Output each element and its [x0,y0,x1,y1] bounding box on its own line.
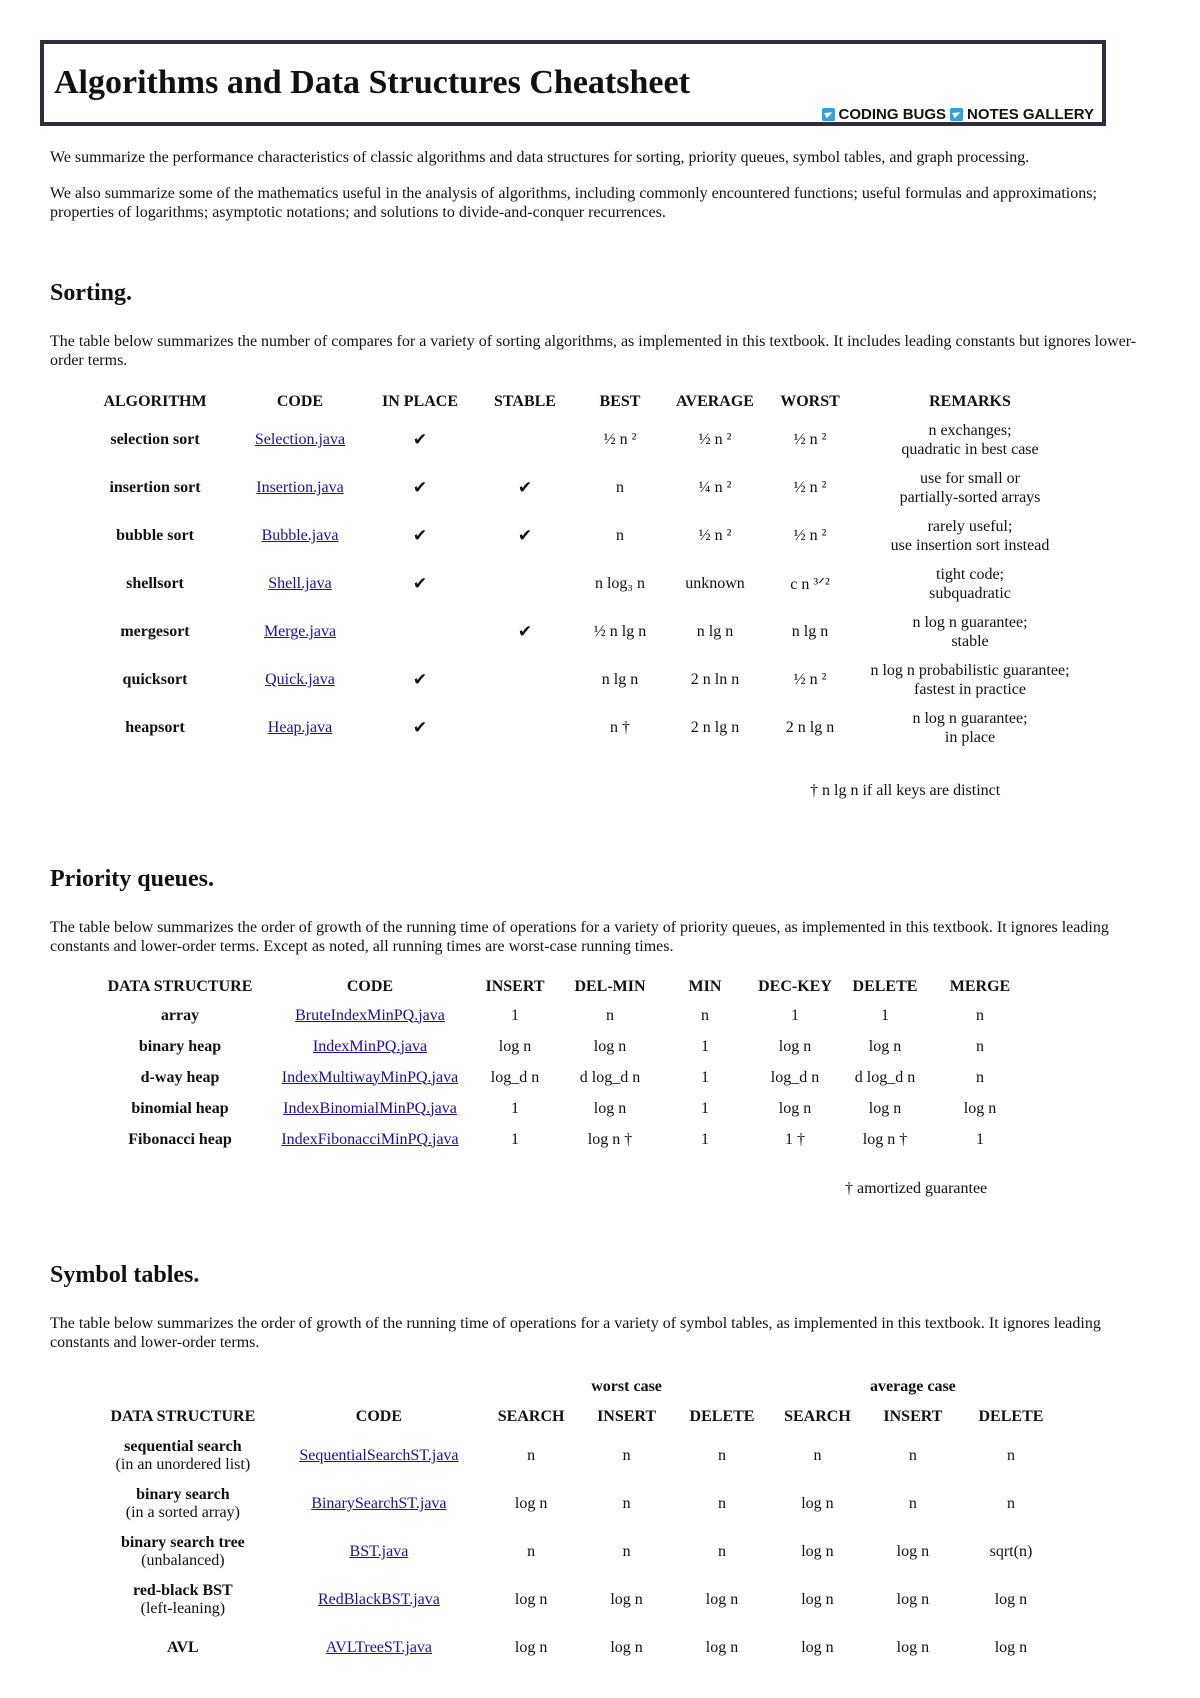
value-cell: log n [593,1037,627,1055]
remark-line: use insertion sort instead [890,537,1050,554]
value-cell: log n [514,1591,548,1608]
col-header: MIN [688,978,722,995]
table-row [70,704,1080,752]
checkmark-icon: ✔ [412,718,428,738]
algorithm-name: insertion sort [109,479,201,496]
in-place-cell [360,464,480,512]
value-cell: log n [705,1591,739,1608]
code-link[interactable]: Selection.java [254,431,346,448]
in-place-cell [360,512,480,560]
worst-cell: ½ n ² [793,479,827,496]
title-box [40,40,1106,126]
value-cell: log n [801,1639,834,1656]
col-header: CODE [346,978,394,995]
value-cell: log n [896,1543,930,1560]
table-row [90,1528,1060,1576]
average-cell: ½ n ² [698,431,732,448]
value-cell: log n [896,1639,930,1656]
sorting-header-row [70,388,1080,416]
value-cell: 1 [511,1130,519,1148]
worst-cell: ½ n ² [793,431,827,448]
checkmark-icon: ✔ [517,478,533,498]
sorting-heading: Sorting. [50,280,133,306]
code-link[interactable]: Shell.java [268,575,332,592]
remark-line: use for small or [920,470,1020,487]
value-cell: 1 [701,1099,709,1117]
value-cell: n [701,1006,709,1024]
algorithm-name: selection sort [110,431,200,448]
remarks-cell [860,704,1080,752]
sorting-footnote: † n lg n if all keys are distinct [810,782,1001,799]
table-row [70,464,1080,512]
st-group-row [90,1372,1060,1402]
sorting-description: The table below summarizes the number of compares for a variety of sorting algorithms, as implemented in this textbook. It includes leading constants but ignores lower-order terms. [50,333,1137,369]
st-heading: Symbol tables. [50,1262,200,1288]
code-cell [270,1062,470,1093]
value-cell: log n [868,1099,902,1117]
checkmark-icon: ✔ [517,622,533,642]
remark-line: n log n guarantee; [912,614,1028,631]
table-row [70,512,1080,560]
code-link[interactable]: Quick.java [265,671,335,688]
col-header: MERGE [949,978,1011,995]
col-header: DATA STRUCTURE [107,978,253,995]
remarks-cell [860,560,1080,608]
value-cell: log n [498,1037,532,1055]
structure-subtitle: (left-leaning) [140,1600,226,1617]
table-row [70,656,1080,704]
value-cell: n [606,1006,614,1024]
structure-name-cell [90,1528,276,1576]
value-cell: log n [963,1099,997,1117]
structure-subtitle: (unbalanced) [141,1552,225,1569]
remarks-cell [860,608,1080,656]
code-link[interactable]: Insertion.java [256,479,344,496]
telegram-icon [950,108,963,121]
value-cell: log n [994,1639,1028,1656]
telegram-icon [822,108,835,121]
value-cell: 1 [511,1099,519,1117]
value-cell: n [908,1447,917,1464]
structure-name: binomial heap [131,1099,229,1117]
col-header: CODE [355,1408,403,1425]
code-cell [240,656,360,704]
value-cell: log n [610,1639,643,1656]
best-cell: n [616,479,624,496]
st-header-row [90,1402,1060,1432]
remark-line: quadratic in best case [901,441,1039,458]
code-cell [240,704,360,752]
value-cell: log n [778,1037,812,1055]
structure-name-cell [90,1480,276,1528]
structure-subtitle: (in a sorted array) [125,1504,240,1521]
value-cell: 1 [701,1068,709,1086]
remarks-cell [860,416,1080,464]
worst-cell: ½ n ² [793,527,827,544]
col-header: INSERT [883,1408,943,1425]
col-header: INSERT [597,1408,657,1425]
best-cell: n lg n [601,671,639,688]
value-cell: n [622,1447,631,1464]
code-cell [276,1432,482,1480]
checkmark-icon: ✔ [412,670,428,690]
value-cell: n [976,1037,984,1055]
value-cell: n [527,1447,536,1464]
code-cell [270,1124,470,1155]
col-header: INSERT [485,978,545,995]
stable-cell [480,704,570,752]
best-cell: n [616,527,624,544]
pq-header-row [90,974,1030,1000]
value-cell: 1 [881,1006,889,1024]
value-cell: n [1006,1447,1015,1464]
value-cell: log n † [862,1130,908,1148]
code-cell [240,512,360,560]
table-row [90,1480,1060,1528]
col-header: SEARCH [784,1408,851,1425]
value-cell: d log_d n [579,1068,641,1086]
checkmark-icon: ✔ [412,526,428,546]
value-cell: 1 [791,1006,799,1024]
value-cell: 1 [511,1006,519,1024]
value-cell: n [813,1447,822,1464]
in-place-cell [360,704,480,752]
remark-line: in place [944,729,996,746]
remarks-cell [860,512,1080,560]
value-cell: log n [514,1495,548,1512]
value-cell: log n [868,1037,902,1055]
in-place-cell [360,416,480,464]
col-header: WORST [780,393,840,410]
value-cell: n [527,1543,536,1560]
group-header-average: average case [870,1378,956,1395]
table-row [90,1124,1030,1155]
structure-name: sequential search [124,1438,242,1455]
code-cell [240,608,360,656]
brand-coding-bugs-link[interactable]: CODING BUGS [838,106,947,123]
value-cell: n [1006,1495,1015,1512]
structure-name: Fibonacci heap [128,1130,232,1148]
structure-name-cell [90,1432,276,1480]
value-cell: d log_d n [854,1068,916,1086]
value-cell: log n [778,1099,812,1117]
col-header: DATA STRUCTURE [110,1408,256,1425]
brand-notes-gallery-link[interactable]: NOTES GALLERY [967,106,1094,123]
worst-cell: c n ³ᐟ² [790,576,830,593]
stable-cell [480,464,570,512]
value-cell: n [718,1543,727,1560]
code-link[interactable]: IndexMultiwayMinPQ.java [281,1068,459,1086]
pq-heading: Priority queues. [50,866,214,892]
structure-name: d-way heap [140,1068,220,1086]
value-cell: n [718,1447,727,1464]
value-cell: log n [801,1591,834,1608]
stable-cell [480,656,570,704]
remark-line: n log n probabilistic guarantee; [870,662,1070,679]
code-cell [276,1576,482,1624]
value-cell: n [622,1543,631,1560]
remark-line: subquadratic [929,585,1011,602]
structure-name: array [160,1006,200,1024]
algorithm-name: heapsort [125,719,185,736]
value-cell: n [622,1495,631,1512]
stable-cell [480,608,570,656]
checkmark-icon: ✔ [517,526,533,546]
algorithm-name: mergesort [120,623,190,640]
structure-name: binary search tree [120,1534,245,1551]
pq-description: The table below summarizes the order of growth of the running time of operations for a variety of priority queues, as implemented in this textbook. It ignores leading constants and lower-order terms. Except as noted, all running times are worst-case running times. [50,919,1109,955]
code-link[interactable]: SequentialSearchST.java [299,1447,459,1464]
code-link[interactable]: Bubble.java [261,527,339,544]
value-cell: log n † [587,1130,633,1148]
value-cell: log n [801,1495,834,1512]
col-header: DELETE [852,978,918,995]
best-cell: n log₃ n [594,575,646,592]
best-cell: ½ n ² [603,431,637,448]
code-link[interactable]: IndexMinPQ.java [312,1037,428,1055]
col-header: AVERAGE [676,393,754,410]
structure-name: AVL [167,1639,199,1656]
value-cell: n [976,1068,984,1086]
structure-name: binary search [136,1486,230,1503]
value-cell: log n [514,1639,548,1656]
code-link[interactable]: Merge.java [263,623,337,640]
stable-cell [480,512,570,560]
pq-footnote: † amortized guarantee [845,1180,988,1197]
structure-name-cell [90,1576,276,1624]
code-cell [240,416,360,464]
col-header: DELETE [978,1408,1044,1425]
code-cell [276,1528,482,1576]
col-header: DELETE [689,1408,755,1425]
worst-cell: n lg n [791,623,829,640]
structure-name: binary heap [138,1037,222,1055]
worst-cell: ½ n ² [793,671,827,688]
table-row [90,1031,1030,1062]
value-cell: 1 [701,1130,709,1148]
structure-name-cell [90,1624,276,1672]
best-cell: ½ n lg n [593,623,647,640]
group-header-worst: worst case [591,1378,662,1395]
table-row [90,1000,1030,1031]
value-cell: log n [705,1639,739,1656]
table-row [70,608,1080,656]
intro-paragraph-2: We also summarize some of the mathematics useful in the analysis of algorithms, including commonly encountered functions; useful formulas and approximations; properties of logarithms; asymptotic notations; and solutions to divide-and-conquer recurrences. [50,185,1097,221]
structure-name: red-black BST [133,1582,233,1599]
structure-subtitle: (in an unordered list) [115,1456,251,1473]
code-link[interactable]: RedBlackBST.java [317,1591,440,1608]
value-cell: log_d n [490,1068,540,1086]
code-link[interactable]: Heap.java [267,719,333,736]
remarks-cell [860,464,1080,512]
average-cell: n lg n [696,623,734,640]
remark-line: stable [951,633,989,650]
code-cell [270,1031,470,1062]
intro-paragraph-1: We summarize the performance characteristics of classic algorithms and data structures for sorting, priority queues, symbol tables, and graph processing. [50,149,1030,166]
average-cell: 2 n ln n [690,671,740,688]
code-cell [240,464,360,512]
remark-line: rarely useful; [927,518,1013,535]
remark-line: n exchanges; [928,422,1012,439]
average-cell: 2 n lg n [690,719,740,736]
remarks-cell [860,656,1080,704]
code-cell [270,1093,470,1124]
worst-cell: 2 n lg n [785,719,835,736]
brand-links [822,106,1094,123]
col-header: SEARCH [497,1408,565,1425]
col-header: DEC-KEY [758,978,832,995]
st-description: The table below summarizes the order of growth of the running time of operations for a variety of symbol tables, as implemented in this textbook. It ignores leading constants and lower-order terms. [50,1315,1101,1351]
code-cell [276,1624,482,1672]
code-link[interactable]: BinarySearchST.java [311,1495,447,1512]
value-cell: 1 [701,1037,709,1055]
in-place-cell [360,560,480,608]
table-row [90,1624,1060,1672]
stable-cell [480,416,570,464]
code-cell [240,560,360,608]
code-link[interactable]: AVLTreeST.java [325,1639,433,1656]
code-link[interactable]: IndexFibonacciMinPQ.java [281,1130,459,1148]
col-header: ALGORITHM [103,393,207,410]
pq-table [90,974,1030,1155]
col-header: BEST [599,393,641,410]
average-cell: unknown [685,575,745,592]
in-place-cell [360,656,480,704]
algorithm-name: quicksort [122,671,188,688]
remark-line: partially-sorted arrays [899,489,1041,506]
col-header: CODE [276,393,324,410]
value-cell: log n [896,1591,930,1608]
st-table [90,1372,1060,1672]
col-header: DEL-MIN [574,978,646,995]
checkmark-icon: ✔ [412,574,428,594]
value-cell: log n [994,1591,1028,1608]
algorithm-name: shellsort [126,575,184,592]
remark-line: tight code; [936,566,1004,583]
page-title: Algorithms and Data Structures Cheatsheet [54,64,690,101]
average-cell: ½ n ² [698,527,732,544]
code-link[interactable]: IndexBinomialMinPQ.java [283,1099,457,1117]
table-row [90,1432,1060,1480]
best-cell: n † [610,719,630,736]
average-cell: ¼ n ² [698,479,732,496]
value-cell: 1 † [785,1130,805,1148]
remark-line: fastest in practice [914,681,1026,698]
table-row [90,1062,1030,1093]
code-cell [276,1480,482,1528]
table-row [90,1093,1030,1124]
value-cell: log n [593,1099,627,1117]
col-header: STABLE [494,393,556,410]
stable-cell [480,560,570,608]
value-cell: n [908,1495,917,1512]
code-link[interactable]: BruteIndexMinPQ.java [295,1006,445,1024]
table-row [90,1576,1060,1624]
checkmark-icon: ✔ [412,478,428,498]
col-header: REMARKS [929,393,1011,410]
algorithm-name: bubble sort [116,527,194,544]
value-cell: n [976,1006,984,1024]
checkmark-icon: ✔ [412,430,428,450]
in-place-cell [360,608,480,656]
value-cell: 1 [976,1130,984,1148]
value-cell: log_d n [770,1068,820,1086]
value-cell: sqrt(n) [989,1543,1033,1560]
remark-line: n log n guarantee; [912,710,1028,727]
value-cell: log n [801,1543,834,1560]
value-cell: n [718,1495,727,1512]
table-row [70,416,1080,464]
col-header: IN PLACE [381,393,458,410]
code-cell [270,1000,470,1031]
sorting-table [70,388,1080,752]
table-row [70,560,1080,608]
code-link[interactable]: BST.java [349,1543,409,1560]
value-cell: log n [610,1591,643,1608]
